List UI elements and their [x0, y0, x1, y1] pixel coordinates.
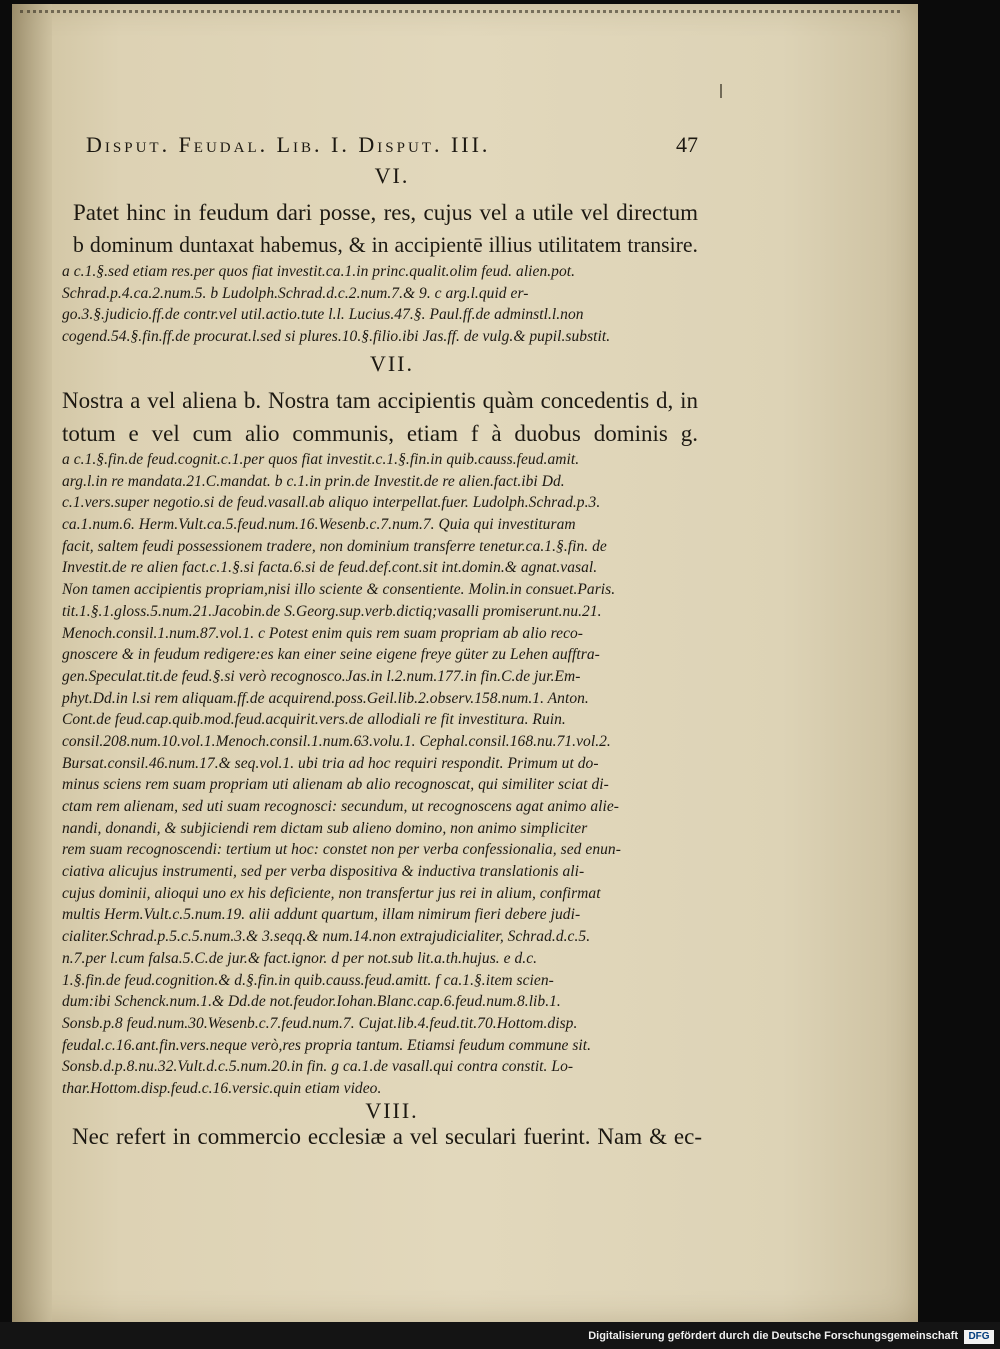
note-line: gen.Speculat.tit.de feud.§.si verò recognosco.Jas.in l.2.num.177.in fin.C.de jur.Em-	[62, 667, 581, 685]
ink-mark	[720, 84, 722, 98]
running-head: Disput. Feudal. Lib. I. Disput. III.	[86, 132, 491, 157]
note-line: Sonsb.p.8 feud.num.30.Wesenb.c.7.feud.num.7. Cujat.lib.4.feud.tit.70.Hottom.disp.	[62, 1014, 578, 1032]
note-line: ciativa alicujus instrumenti, sed per verba dispositiva & inductiva translationis ali-	[62, 863, 585, 881]
note-line: phyt.Dd.in l.si rem aliquam.ff.de acquirend.poss.Geil.lib.2.observ.158.num.1. Anton.	[62, 689, 589, 707]
footnotes	[62, 261, 702, 348]
note-line: thar.Hottom.disp.feud.c.16.versic.quin etiam video.	[62, 1079, 382, 1097]
note-line: ca.1.num.6. Herm.Vult.ca.5.feud.num.16.Wesenb.c.7.num.7. Quia qui investituram	[62, 516, 576, 534]
note-line: 1.§.fin.de feud.cognition.& d.§.fin.in quib.causs.feud.amitt. f ca.1.§.item scien-	[62, 971, 554, 989]
section-numeral: VIII.	[365, 1098, 419, 1123]
page-number: 47	[676, 132, 698, 157]
main-line: totum e vel cum alio communis, etiam f à duobus dominis g.	[62, 421, 698, 446]
footer-bar	[0, 1322, 1000, 1349]
section-numeral: VII.	[369, 351, 415, 376]
main-line: Patet hinc in feudum dari posse, res, cujus vel a utile vel directum	[73, 200, 698, 225]
note-line: Sonsb.d.p.8.nu.32.Vult.d.c.5.num.20.in fin. g ca.1.de vasall.qui contra constit. Lo-	[62, 1058, 574, 1076]
note-line: a c.1.§.fin.de feud.cognit.c.1.per quos fiat investit.c.1.§.fin.in quib.causs.feud.amit.	[62, 451, 580, 468]
note-line: Non tamen accipientis propriam,nisi illo sciente & consentiente. Molin.in consuet.Paris.	[62, 581, 616, 599]
main-line: b dominum duntaxat habemus, & in accipientē illius utilitatem transire.	[73, 233, 698, 257]
note-line: c.1.vers.super negotio.si de feud.vasall.ab aliquo interpellat.fuer. Ludolph.Schrad.p.3.	[62, 494, 601, 512]
note-line: feudal.c.16.ant.fin.vers.neque verò,res propria tantum. Etiamsi feudum commune sit.	[62, 1036, 592, 1054]
note-line: arg.l.in re mandata.21.C.mandat. b c.1.in prin.de Investit.de re alien.fact.ibi Dd.	[62, 472, 565, 490]
note-line: nandi, donandi, & subjiciendi rem dictam sub alieno domino, non animo simpliciter	[62, 819, 588, 837]
section-numeral: VI.	[374, 163, 410, 188]
note-line: tit.1.§.1.gloss.5.num.21.Jacobin.de S.Georg.sup.verb.dictiq;vasalli promiserunt.nu.21.	[62, 602, 602, 620]
note-line: cujus dominii, alioqui uno ex his deficiente, non transfertur jus rei in alium, confirmat	[62, 884, 601, 902]
note-line: a c.1.§.sed etiam res.per quos fiat investit.ca.1.in princ.qualit.olim feud. alien.pot.	[62, 263, 576, 280]
main-line: Nec refert in commercio ecclesiæ a vel seculari fuerint. Nam & ec-	[72, 1124, 702, 1149]
section-text	[62, 384, 698, 450]
perforation-edge	[20, 10, 900, 23]
note-line: Schrad.p.4.ca.2.num.5. b Ludolph.Schrad.d.c.2.num.7.& 9. c arg.l.quid er-	[62, 284, 529, 302]
page-gutter-shadow	[12, 4, 52, 1322]
note-line: Menoch.consil.1.num.87.vol.1. c Potest enim quis rem suam propriam ab alio reco-	[62, 624, 584, 642]
dfg-logo: DFG	[964, 1330, 994, 1344]
note-line: cogend.54.§.fin.ff.de procurat.l.sed si plures.10.§.filio.ibi Jas.ff. de vulg.& pupil.substit.	[62, 328, 611, 346]
note-line: dum:ibi Schenck.num.1.& Dd.de not.feudor.Iohan.Blanc.cap.6.feud.num.8.lib.1.	[62, 993, 561, 1011]
note-line: go.3.§.judicio.ff.de contr.vel util.actio.tute l.l. Lucius.47.§. Paul.ff.de adminstl.l.non	[62, 306, 584, 324]
section-text	[72, 1120, 702, 1153]
note-line: Cont.de feud.cap.quib.mod.feud.acquirit.vers.de allodiali re fit investitura. Ruin.	[62, 711, 566, 729]
footnotes	[62, 449, 702, 1100]
note-line: consil.208.num.10.vol.1.Menoch.consil.1.num.63.volu.1. Cephal.consil.168.nu.71.vol.2.	[62, 732, 611, 750]
note-line: cialiter.Schrad.p.5.c.5.num.3.& 3.seqq.& num.14.non extrajudicialiter, Schrad.d.c.5.	[62, 928, 591, 946]
note-line: gnoscere & in feudum redigere:es kan einer seine eigene freye güter zu Lehen aufftra-	[62, 646, 600, 664]
note-line: minus sciens rem suam propriam uti alienam ab alio recognoscat, qui similiter sciat di-	[62, 776, 609, 794]
funding-notice: Digitalisierung gefördert durch die Deutsche Forschungsgemeinschaft	[588, 1330, 958, 1342]
note-line: multis Herm.Vult.c.5.num.19. alii addunt quartum, illam nimirum fieri debere judi-	[62, 906, 581, 924]
note-line: ctam rem alienam, sed uti suam recognosci: secundum, ut recognoscens agat animo alie-	[62, 798, 619, 815]
note-line: rem suam recognoscendi: tertium ut hoc: constet non per verba confessionalia, sed enun-	[62, 841, 621, 859]
note-line: Investit.de re alien fact.c.1.§.si facta.6.si de feud.def.cont.sit int.domin.& agnat.vasal.	[62, 559, 598, 577]
note-line: n.7.per l.cum falsa.5.C.de jur.& fact.ignor. d per not.sub lit.a.th.hujus. e d.c.	[62, 949, 538, 967]
page-header	[86, 132, 698, 162]
note-line: facit, saltem feudi possessionem tradere, non dominium transferre tenetur.ca.1.§.fin. de	[62, 537, 607, 555]
main-line: Nostra a vel aliena b. Nostra tam accipientis quàm concedentis d, in	[62, 388, 698, 413]
section-text	[73, 196, 698, 262]
note-line: Bursat.consil.46.num.17.& seq.vol.1. ubi tria ad hoc requiri respondit. Primum ut do-	[62, 754, 599, 772]
